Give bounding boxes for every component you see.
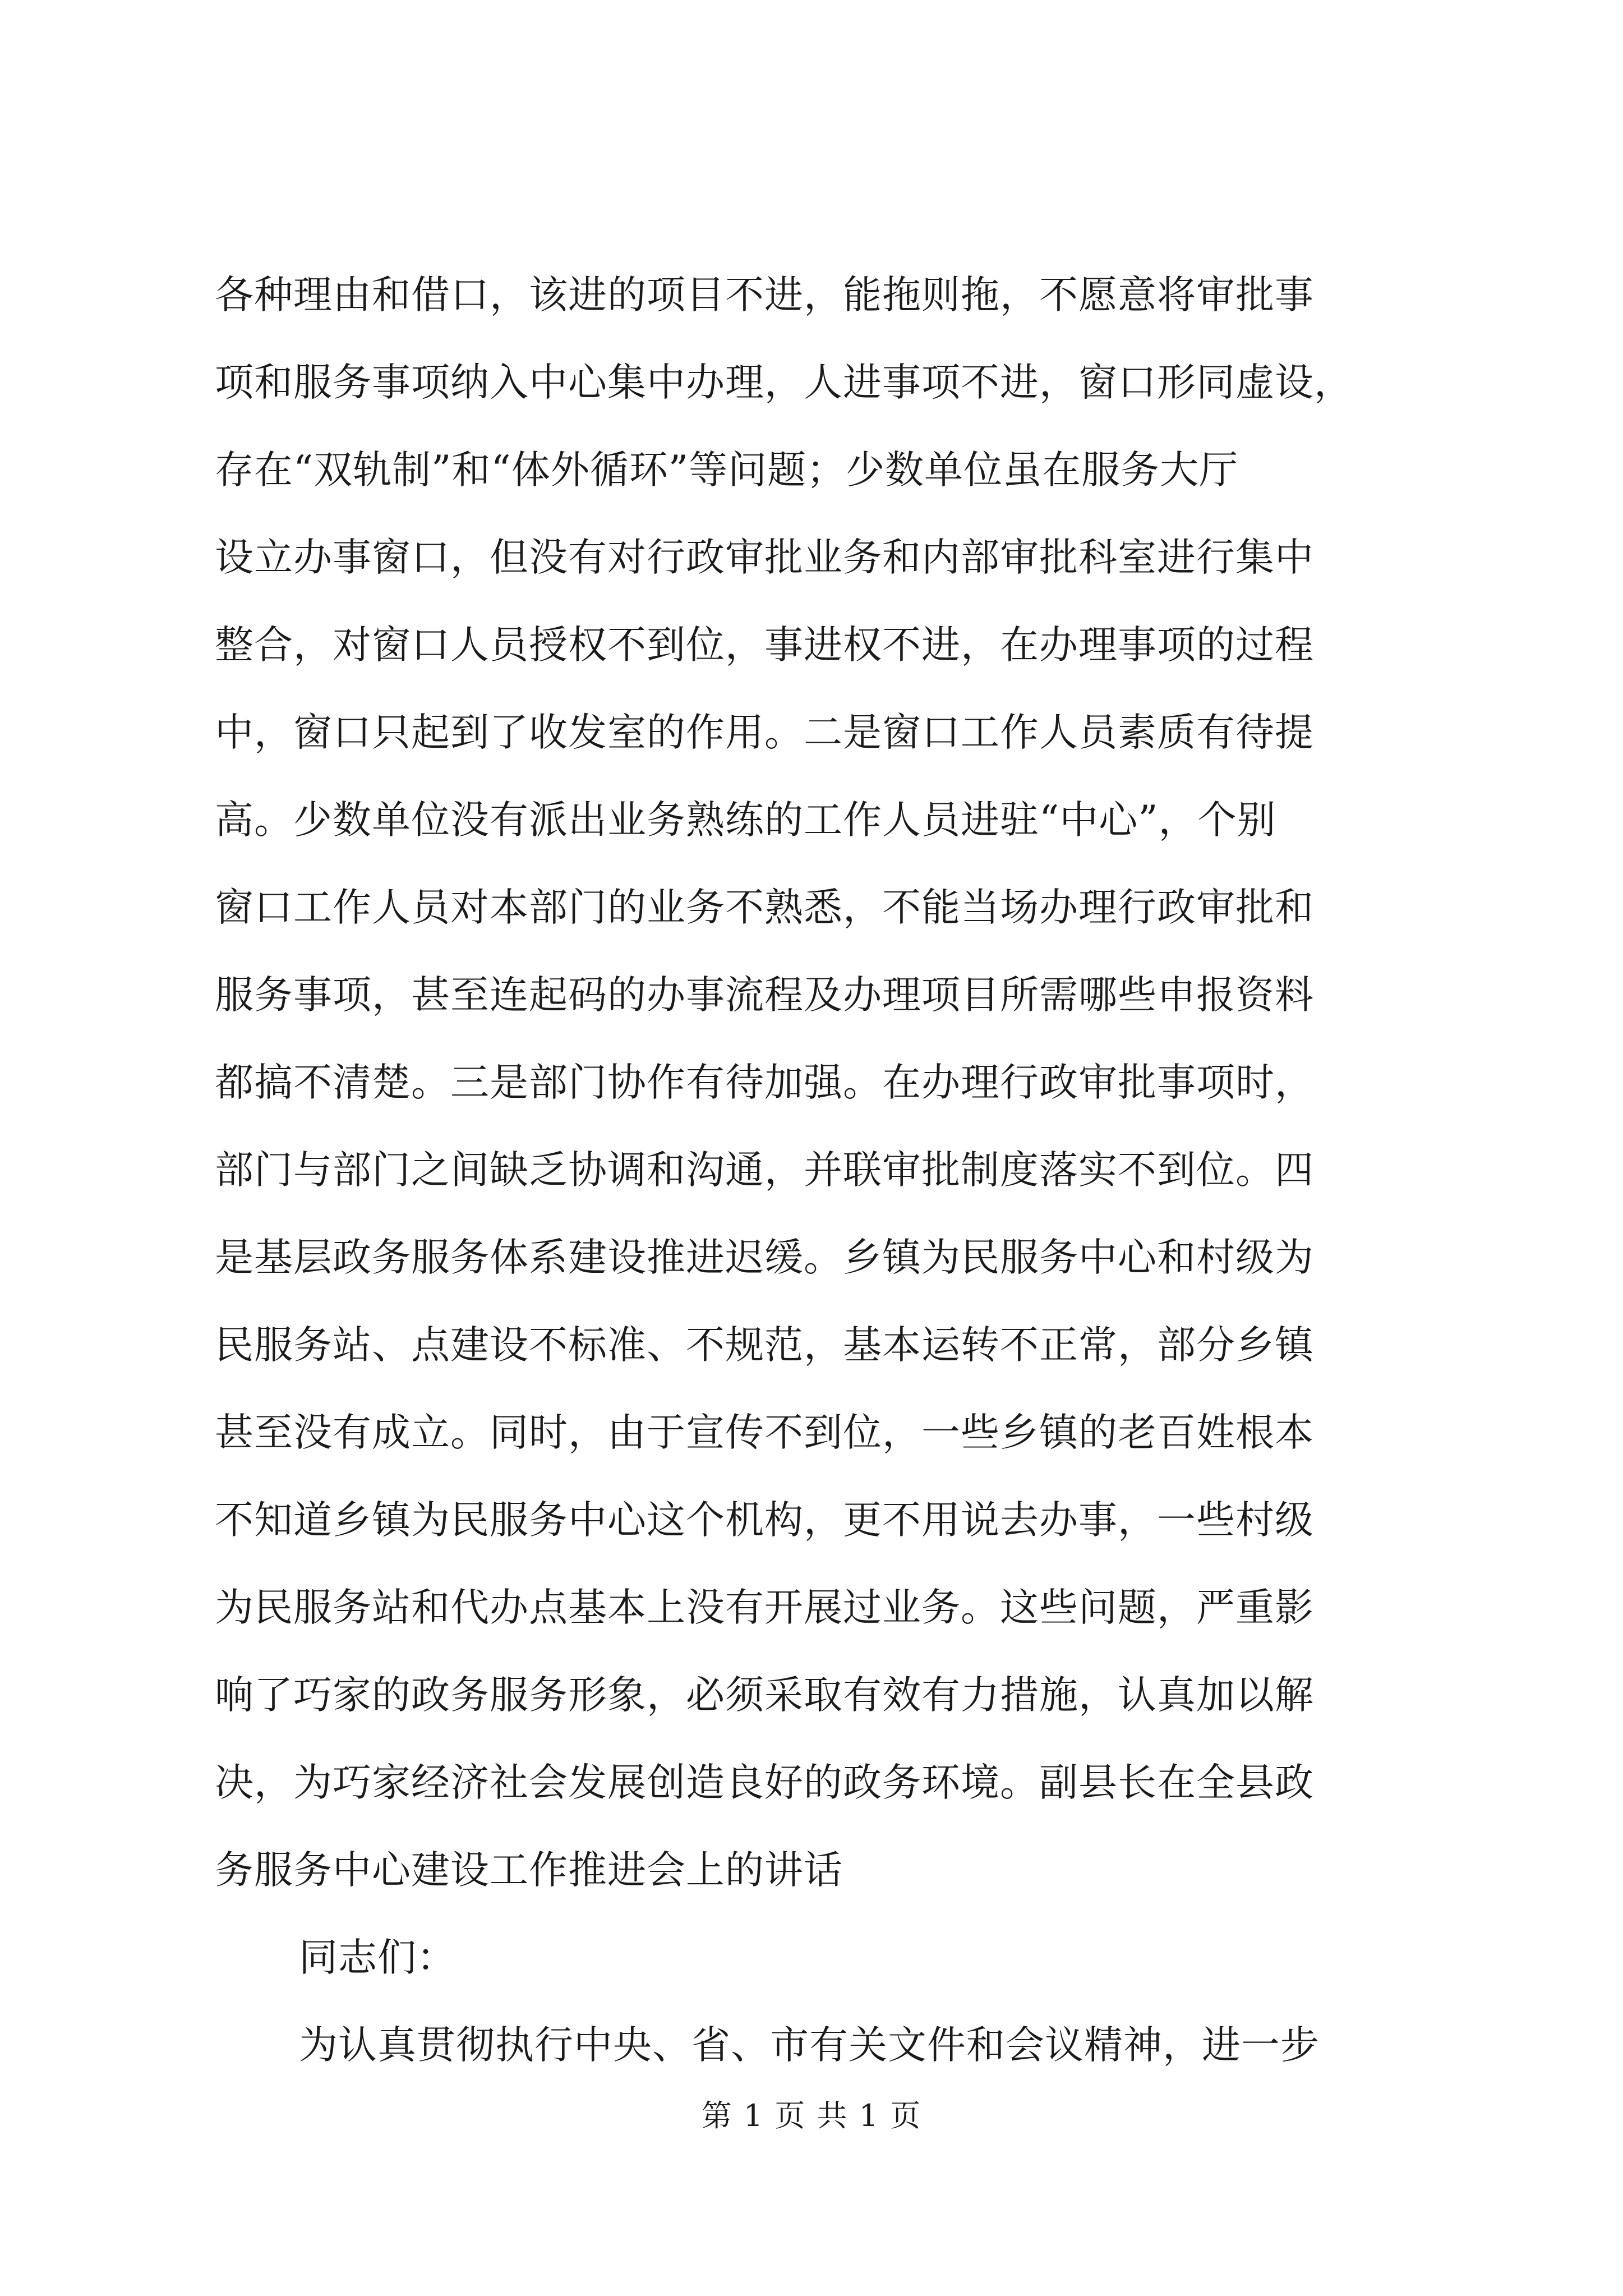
text-line: 甚至没有成立。同时，由于宣传不到位，一些乡镇的老百姓根本 <box>215 1410 1314 1455</box>
text-line: 设立办事窗口，但没有对行政审批业务和内部审批科室进行集中 <box>215 535 1314 580</box>
text-line: 为认真贯彻执行中央、省、市有关文件和会议精神，进一步 <box>299 2023 1320 2068</box>
text-line: 服务事项，甚至连起码的办事流程及办理项目所需哪些申报资料 <box>215 973 1314 1018</box>
text-line: 部门与部门之间缺乏协调和沟通，并联审批制度落实不到位。四 <box>215 1148 1314 1193</box>
text-line: 整合，对窗口人员授权不到位，事进权不进，在办理事项的过程 <box>215 623 1314 668</box>
text-line: 高。少数单位没有派出业务熟练的工作人员进驻“中心”，个别 <box>215 798 1276 843</box>
text-line: 响了巧家的政务服务形象，必须采取有效有力措施，认真加以解 <box>215 1673 1314 1718</box>
text-line: 各种理由和借口，该进的项目不进，能拖则拖，不愿意将审批事 <box>215 273 1314 318</box>
text-line: 不知道乡镇为民服务中心这个机构，更不用说去办事，一些村级 <box>215 1498 1314 1543</box>
page-footer: 第 1 页 共 1 页 <box>701 2098 922 2133</box>
text-line: 民服务站、点建设不标准、不规范，基本运转不正常，部分乡镇 <box>215 1323 1314 1368</box>
body-text <box>215 251 1407 2089</box>
salutation: 同志们： <box>299 1935 456 1980</box>
text-line: 项和服务事项纳入中心集中办理，人进事项不进，窗口形同虚设， <box>215 360 1353 405</box>
text-line: 存在“双轨制”和“体外循环”等问题；少数单位虽在服务大厅 <box>215 448 1239 493</box>
text-line: 为民服务站和代办点基本上没有开展过业务。这些问题，严重影 <box>215 1585 1314 1630</box>
text-line: 务服务中心建设工作推进会上的讲话 <box>215 1848 843 1893</box>
text-line: 是基层政务服务体系建设推进迟缓。乡镇为民服务中心和村级为 <box>215 1235 1314 1280</box>
text-line: 都搞不清楚。三是部门协作有待加强。在办理行政审批事项时， <box>215 1060 1314 1105</box>
text-line: 窗口工作人员对本部门的业务不熟悉，不能当场办理行政审批和 <box>215 885 1314 930</box>
text-line: 决，为巧家经济社会发展创造良好的政务环境。副县长在全县政 <box>215 1760 1314 1805</box>
text-line: 中，窗口只起到了收发室的作用。二是窗口工作人员素质有待提 <box>215 710 1314 755</box>
